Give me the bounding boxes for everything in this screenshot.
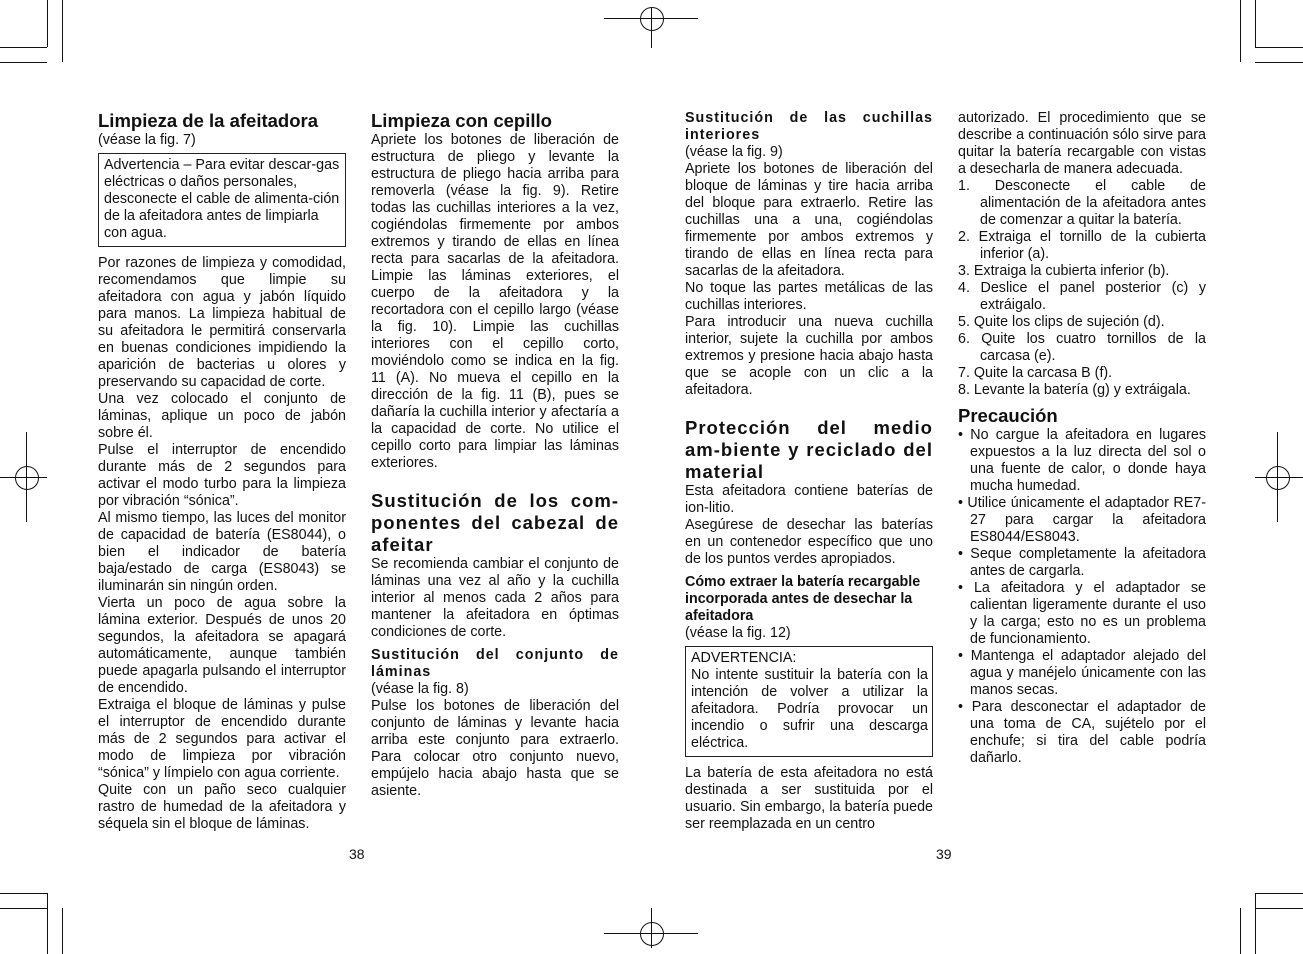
warning-text: Advertencia – Para evitar descar-gas eléctricas o daños personales, desconecte el cable de alimenta-ción de la afeitadora antes de limpiarla con agua. bbox=[104, 157, 340, 241]
subsection-title-foil: Sustitución del conjunto de láminas bbox=[371, 647, 619, 680]
list-item: 2. Extraiga el tornillo de la cubierta inferior (a). bbox=[958, 229, 1206, 262]
subsection-title-battery-removal: Cómo extraer la batería recargable incorporada antes de desechar la afeitadora bbox=[685, 574, 921, 624]
column-3 bbox=[685, 110, 933, 833]
section-title-brush-cleaning: Limpieza con cepillo bbox=[371, 110, 552, 131]
paragraph: Apriete los botones de liberación del bloque de láminas y tire hacia arriba del bloque para extraerlo. Retire las cuchillas una a una, cogiéndolas firmemente por ambos extremos y tirando de ellas en línea recta para sacarlas de la afeitadora. bbox=[685, 161, 933, 279]
paragraph: La batería de esta afeitadora no está destinada a ser sustituida por el usuario. Sin embargo, la batería puede ser reemplazada en un centro bbox=[685, 765, 933, 832]
paragraph: Apriete los botones de liberación de estructura de pliego y levante la estructura de pliego hacia arriba para removerla (véase la fig. 9). Retire todas las cuchillas interiores a la vez, cogiéndolas firmemente por ambos extremos y tirando de ellas en línea recta para sacarlas de la afeitadora. Limpie las láminas exteriores, el cuerpo de la afeitadora y la recortadora con el cepillo largo (véase la fig. 10). Limpie las cuchillas interiores con el cepillo corto, moviéndolo como se indica en la fig. 11 (A). No mueva el cepillo en la dirección de la fig. 11 (B), pues se dañaría la cuchilla interior y afectaría a la capacidad de corte. No utilice el cepillo corto para limpiar las láminas exteriores. bbox=[371, 132, 619, 471]
paragraph: Extraiga el bloque de láminas y pulse el interruptor de encendido durante más de 2 segundos para activar el modo de limpieza por vibración “sónica” y límpielo con agua corriente. bbox=[98, 697, 346, 781]
figure-reference: (véase la fig. 12) bbox=[685, 625, 791, 641]
paragraph: Se recomienda cambiar el conjunto de láminas una vez al año y la cuchilla interior al menos cada 2 años para mantener la afeitadora en óptimas condiciones de corte. bbox=[371, 556, 619, 640]
column-1 bbox=[98, 110, 346, 833]
list-item: • La afeitadora y el adaptador se calientan ligeramente durante el uso y la carga; esto no es un problema de funcionamiento. bbox=[958, 580, 1206, 647]
section-title-environment: Protección del medio am-biente y reciclado del material bbox=[685, 417, 933, 482]
list-item: • Para desconectar el adaptador de una toma de CA, sujételo por el enchufe; si tira del cable podría dañarlo. bbox=[958, 699, 1206, 766]
paragraph: Vierta un poco de agua sobre la lámina exterior. Después de unos 20 segundos, la afeitadora se apagará automáticamente, aunque también puede apagarla pulsando el interruptor de encendido. bbox=[98, 595, 346, 696]
section-title-replacement: Sustitución de los com-ponentes del cabezal de afeitar bbox=[371, 490, 619, 555]
section-title-caution: Precaución bbox=[958, 405, 1058, 426]
paragraph: autorizado. El procedimiento que se describe a continuación sólo sirve para quitar la batería recargable con vistas a desecharla de manera adecuada. bbox=[958, 110, 1206, 177]
page-number-right: 39 bbox=[936, 846, 952, 862]
paragraph: Por razones de limpieza y comodidad, recomendamos que limpie su afeitadora con agua y jabón líquido para manos. La limpieza habitual de su afeitadora le permitirá conservarla en buenas condiciones impidiendo la aparición de bacterias u olores y preservando su capacidad de corte. bbox=[98, 255, 346, 390]
list-item: 3. Extraiga la cubierta inferior (b). bbox=[958, 263, 1170, 279]
column-4 bbox=[958, 110, 1206, 767]
list-item: 7. Quite la carcasa B (f). bbox=[958, 365, 1113, 381]
list-item: • Seque completamente la afeitadora antes de cargarla. bbox=[958, 546, 1206, 579]
section-title-cleaning: Limpieza de la afeitadora bbox=[98, 110, 319, 131]
paragraph: Pulse el interruptor de encendido durante más de 2 segundos para activar el modo turbo para la limpieza por vibración “sónica”. bbox=[98, 442, 346, 509]
page-number-left: 38 bbox=[349, 846, 365, 862]
list-item: 5. Quite los clips de sujeción (d). bbox=[958, 314, 1165, 330]
list-item: 4. Deslice el panel posterior (c) y extráigalo. bbox=[958, 280, 1206, 313]
caution-list bbox=[958, 427, 1206, 767]
paragraph: Asegúrese de desechar las baterías en un contenedor específico que uno de los puntos verdes apropiados. bbox=[685, 517, 933, 567]
figure-reference: (véase la fig. 8) bbox=[371, 681, 469, 697]
list-item: 1. Desconecte el cable de alimentación de la afeitadora antes de comenzar a quitar la batería. bbox=[958, 178, 1206, 228]
paragraph: Una vez colocado el conjunto de láminas, aplique un poco de jabón sobre él. bbox=[98, 391, 346, 441]
warning-box bbox=[98, 153, 346, 247]
list-item: 6. Quite los cuatro tornillos de la carcasa (e). bbox=[958, 331, 1206, 364]
subsection-title-inner-blades: Sustitución de las cuchillas interiores bbox=[685, 110, 933, 143]
warning-title: ADVERTENCIA: bbox=[691, 650, 797, 666]
removal-steps-list bbox=[958, 178, 1206, 399]
warning-text: No intente sustituir la batería con la intención de volver a utilizar la afeitadora. Podría provocar un incendio o sufrir una descarga eléctrica. bbox=[691, 667, 928, 751]
list-item: • Mantenga el adaptador alejado del agua y manéjelo únicamente con las manos secas. bbox=[958, 648, 1206, 698]
paragraph: Esta afeitadora contiene baterías de ion-litio. bbox=[685, 483, 933, 516]
list-item: • Utilice únicamente el adaptador RE7-27 para cargar la afeitadora ES8044/ES8043. bbox=[958, 495, 1206, 545]
paragraph: No toque las partes metálicas de las cuchillas interiores. bbox=[685, 280, 933, 313]
figure-reference: (véase la fig. 7) bbox=[98, 132, 196, 148]
paragraph: Al mismo tiempo, las luces del monitor de capacidad de batería (ES8044), o bien el indicador de batería baja/estado de carga (ES8043) se iluminarán sin ningún orden. bbox=[98, 510, 346, 594]
paragraph: Para introducir una nueva cuchilla interior, sujete la cuchilla por ambos extremos y presione hacia abajo hasta que se acople con un clic a la afeitadora. bbox=[685, 314, 933, 398]
warning-box bbox=[685, 646, 933, 757]
list-item: • No cargue la afeitadora en lugares expuestos a la luz directa del sol o una fuente de calor, o donde haya mucha humedad. bbox=[958, 427, 1206, 494]
figure-reference: (véase la fig. 9) bbox=[685, 144, 783, 160]
paragraph: Quite con un paño seco cualquier rastro de humedad de la afeitadora y séquela sin el bloque de láminas. bbox=[98, 782, 346, 832]
paragraph: Pulse los botones de liberación del conjunto de láminas y levante hacia arriba este conjunto para extraerlo. Para colocar otro conjunto nuevo, empújelo hacia abajo hasta que se asiente. bbox=[371, 698, 619, 799]
list-item: 8. Levante la batería (g) y extráigala. bbox=[958, 382, 1191, 398]
column-2 bbox=[371, 110, 619, 800]
